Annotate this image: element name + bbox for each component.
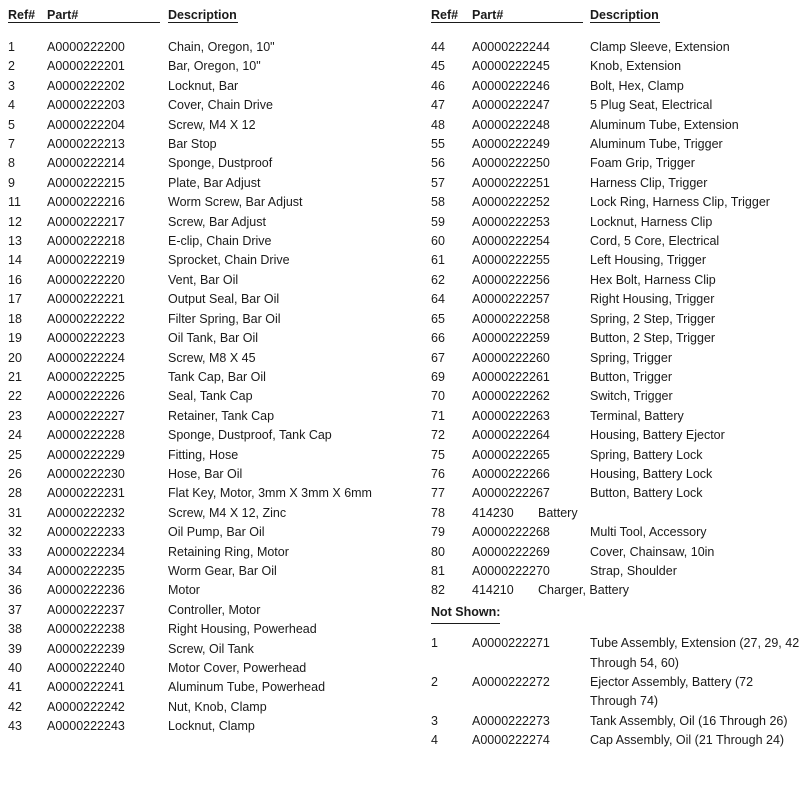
cell-description: Harness Clip, Trigger (590, 175, 708, 190)
table-row (402, 465, 804, 484)
cell-description: Button, 2 Step, Trigger (590, 331, 716, 346)
cell-part-number: A0000222214 (47, 156, 125, 171)
table-row (0, 329, 402, 348)
cell-description: Clamp Sleeve, Extension (590, 40, 730, 54)
table-row (402, 712, 804, 731)
cell-part-number: A0000222263 (472, 408, 550, 423)
cell-part-number: A0000222235 (47, 563, 125, 578)
cell-part-number: A0000222255 (472, 253, 550, 268)
table-row (0, 465, 402, 484)
cell-description: Spring, Battery Lock (590, 447, 703, 462)
cell-description: Button, Battery Lock (590, 486, 703, 501)
cell-ref: 48 (431, 117, 445, 132)
cell-ref: 47 (431, 98, 445, 113)
cell-ref: 19 (8, 331, 22, 346)
cell-description: Switch, Trigger (590, 389, 673, 404)
cell-ref: 59 (431, 214, 445, 229)
table-row (402, 484, 804, 503)
cell-ref: 13 (8, 234, 22, 249)
cell-description: Lock Ring, Harness Clip, Trigger (590, 195, 770, 210)
table-row (402, 57, 804, 76)
cell-description: Retainer, Tank Cap (168, 408, 275, 423)
cell-description: Screw, M4 X 12 (168, 117, 256, 132)
table-row (402, 731, 804, 750)
cell-description: Tube Assembly, Extension (27, 29, 42 Through 54, 60) (590, 636, 800, 670)
cell-description: Multi Tool, Accessory (590, 525, 707, 540)
cell-description: Retaining Ring, Motor (168, 544, 289, 559)
cell-description: Cover, Chain Drive (168, 98, 273, 113)
cell-ref: 12 (8, 214, 22, 229)
cell-part-number: A0000222240 (47, 661, 125, 675)
cell-description: Cord, 5 Core, Electrical (590, 234, 720, 249)
cell-ref: 69 (431, 369, 445, 384)
table-row (0, 232, 402, 251)
cell-ref: 17 (8, 292, 22, 307)
cell-part-number: A0000222258 (472, 311, 550, 326)
table-row (0, 484, 402, 503)
cell-part-number: A0000222271 (472, 636, 550, 651)
cell-part-number: A0000222254 (472, 234, 550, 249)
table-row (0, 387, 402, 406)
cell-description: Charger, Battery (538, 583, 630, 598)
cell-part-number: A0000222246 (472, 78, 550, 93)
cell-description: Cap Assembly, Oil (21 Through 24) (590, 733, 785, 748)
cell-ref: 76 (431, 466, 445, 481)
cell-description: Bar, Oregon, 10" (168, 59, 261, 74)
cell-description: Tank Assembly, Oil (16 Through 26) (590, 713, 788, 728)
cell-ref: 81 (431, 563, 445, 578)
cell-description: Screw, Bar Adjust (168, 214, 266, 229)
cell-description: Screw, M8 X 45 (168, 350, 256, 365)
cell-part-number: A0000222247 (472, 98, 550, 113)
table-row (402, 581, 804, 600)
header-part: Part# (472, 8, 504, 22)
cell-part-number: A0000222266 (472, 466, 550, 481)
table-row (0, 290, 402, 309)
table-row (0, 620, 402, 639)
cell-ref: 18 (8, 311, 22, 326)
cell-part-number: 414230 (472, 505, 514, 520)
cell-part-number: A0000222222 (47, 311, 125, 326)
cell-description: Ejector Assembly, Battery (72 Through 74) (590, 675, 754, 709)
cell-ref: 8 (8, 156, 15, 171)
cell-description: Screw, M4 X 12, Zinc (168, 505, 287, 520)
parts-rows-right (402, 26, 804, 601)
cell-part-number: A0000222269 (472, 544, 550, 559)
table-row (402, 329, 804, 348)
cell-part-number: A0000222216 (47, 195, 125, 210)
cell-description: Motor (168, 583, 200, 598)
cell-part-number: A0000222244 (472, 40, 550, 54)
table-row (0, 504, 402, 523)
parts-column-right (402, 0, 804, 751)
table-row (402, 407, 804, 426)
cell-description: Right Housing, Trigger (590, 292, 715, 307)
cell-ref: 1 (8, 40, 15, 54)
cell-description: Battery (538, 505, 578, 520)
cell-ref: 20 (8, 350, 22, 365)
cell-part-number: A0000222203 (47, 98, 125, 113)
table-row (402, 310, 804, 329)
cell-description: Spring, Trigger (590, 350, 672, 365)
table-row (0, 349, 402, 368)
cell-part-number: A0000222200 (47, 40, 125, 54)
table-row (402, 387, 804, 406)
table-row (402, 116, 804, 135)
table-row (402, 135, 804, 154)
table-row (402, 634, 804, 673)
table-row (402, 426, 804, 445)
table-row (0, 581, 402, 600)
cell-part-number: A0000222250 (472, 156, 550, 171)
cell-description: Locknut, Bar (168, 78, 239, 93)
cell-ref: 14 (8, 253, 22, 268)
cell-part-number: A0000222215 (47, 175, 125, 190)
cell-part-number: A0000222219 (47, 253, 125, 268)
cell-part-number: A0000222259 (472, 331, 550, 346)
cell-part-number: A0000222202 (47, 78, 125, 93)
cell-ref: 36 (8, 583, 22, 598)
cell-description: Aluminum Tube, Powerhead (168, 680, 326, 695)
cell-description: Right Housing, Powerhead (168, 622, 317, 637)
cell-ref: 4 (8, 98, 15, 113)
cell-ref: 9 (8, 175, 15, 190)
table-row (0, 174, 402, 193)
not-shown-rows (402, 634, 804, 750)
cell-part-number: A0000222273 (472, 713, 550, 728)
table-row (0, 678, 402, 697)
table-row (402, 271, 804, 290)
cell-part-number: A0000222248 (472, 117, 550, 132)
cell-description: Knob, Extension (590, 59, 682, 74)
cell-part-number: A0000222241 (47, 680, 125, 695)
table-row (402, 154, 804, 173)
table-row (0, 96, 402, 115)
cell-description: Locknut, Harness Clip (590, 214, 713, 229)
table-row (0, 135, 402, 154)
table-row (402, 38, 804, 57)
cell-ref: 2 (431, 675, 438, 689)
cell-ref: 23 (8, 408, 22, 423)
cell-part-number: A0000222204 (47, 117, 125, 132)
column-header-left (0, 0, 402, 26)
table-row (0, 543, 402, 562)
table-row (402, 193, 804, 212)
cell-part-number: A0000222251 (472, 175, 550, 190)
cell-part-number: A0000222245 (472, 59, 550, 74)
cell-part-number: A0000222237 (47, 602, 125, 617)
not-shown-section (402, 601, 804, 634)
cell-part-number: A0000222217 (47, 214, 125, 229)
cell-description: Tank Cap, Bar Oil (168, 369, 266, 384)
cell-ref: 55 (431, 137, 445, 152)
column-header-right (402, 0, 804, 26)
cell-ref: 40 (8, 661, 22, 675)
table-row (0, 562, 402, 581)
cell-ref: 24 (8, 428, 22, 443)
cell-description: Strap, Shoulder (590, 563, 677, 578)
table-row (0, 57, 402, 76)
cell-ref: 3 (431, 713, 438, 728)
cell-part-number: A0000222218 (47, 234, 125, 249)
table-row (0, 426, 402, 445)
cell-description: Spring, 2 Step, Trigger (590, 311, 716, 326)
cell-ref: 38 (8, 622, 22, 637)
table-row (402, 562, 804, 581)
cell-ref: 71 (431, 408, 445, 423)
cell-description: Fitting, Hose (168, 447, 239, 462)
table-row (0, 154, 402, 173)
cell-ref: 64 (431, 292, 445, 307)
cell-ref: 44 (431, 40, 445, 54)
cell-part-number: A0000222260 (472, 350, 550, 365)
cell-ref: 25 (8, 447, 22, 462)
cell-ref: 34 (8, 563, 22, 578)
table-row (0, 193, 402, 212)
table-row (402, 174, 804, 193)
cell-ref: 42 (8, 699, 22, 714)
cell-description: Sponge, Dustproof (168, 156, 273, 171)
cell-part-number: A0000222268 (472, 525, 550, 540)
cell-description: Seal, Tank Cap (168, 389, 253, 404)
cell-description: Oil Pump, Bar Oil (168, 525, 265, 540)
cell-description: Bar Stop (168, 137, 217, 152)
table-row (0, 310, 402, 329)
cell-part-number: A0000222242 (47, 699, 125, 714)
cell-ref: 37 (8, 602, 22, 617)
cell-description: Terminal, Battery (590, 408, 684, 423)
table-row (0, 271, 402, 290)
cell-ref: 3 (8, 78, 15, 93)
cell-ref: 75 (431, 447, 445, 462)
cell-description: Housing, Battery Lock (590, 466, 713, 481)
cell-ref: 80 (431, 544, 445, 559)
cell-part-number: A0000222223 (47, 331, 125, 346)
cell-description: Worm Gear, Bar Oil (168, 563, 277, 578)
table-row (0, 698, 402, 717)
table-row (402, 290, 804, 309)
table-row (402, 77, 804, 96)
table-row (0, 213, 402, 232)
cell-part-number: A0000222252 (472, 195, 550, 210)
header-part: Part# (47, 8, 79, 22)
cell-part-number: A0000222238 (47, 622, 125, 637)
cell-ref: 66 (431, 331, 445, 346)
cell-description: Aluminum Tube, Trigger (590, 137, 723, 152)
cell-ref: 32 (8, 525, 22, 540)
table-row (0, 407, 402, 426)
cell-ref: 67 (431, 350, 445, 365)
table-row (402, 96, 804, 115)
cell-description: Sprocket, Chain Drive (168, 253, 290, 268)
cell-description: Locknut, Clamp (168, 719, 255, 734)
cell-ref: 43 (8, 719, 22, 734)
table-row (402, 446, 804, 465)
header-ref-part-group (8, 8, 160, 23)
cell-description: Worm Screw, Bar Adjust (168, 195, 303, 210)
cell-ref: 1 (431, 636, 438, 651)
cell-part-number: A0000222225 (47, 369, 125, 384)
cell-part-number: A0000222221 (47, 292, 125, 307)
table-row (0, 368, 402, 387)
header-ref: Ref# (8, 8, 36, 22)
not-shown-heading: Not Shown: (431, 603, 500, 624)
table-row (402, 368, 804, 387)
cell-ref: 28 (8, 486, 22, 501)
cell-ref: 4 (431, 733, 438, 748)
cell-part-number: A0000222239 (47, 641, 125, 656)
cell-ref: 2 (8, 59, 15, 74)
parts-column-left (0, 0, 402, 737)
cell-description: Chain, Oregon, 10" (168, 40, 275, 54)
header-ref-part-group (431, 8, 583, 23)
cell-description: Vent, Bar Oil (168, 272, 239, 287)
cell-part-number: A0000222267 (472, 486, 550, 501)
cell-ref: 70 (431, 389, 445, 404)
cell-part-number: 414210 (472, 583, 514, 598)
cell-part-number: A0000222220 (47, 272, 125, 287)
cell-description: Hose, Bar Oil (168, 466, 243, 481)
cell-part-number: A0000222229 (47, 447, 125, 462)
header-ref: Ref# (431, 8, 459, 22)
cell-ref: 46 (431, 78, 445, 93)
cell-ref: 26 (8, 466, 22, 481)
table-row (0, 523, 402, 542)
cell-part-number: A0000222236 (47, 583, 125, 598)
cell-description: Cover, Chainsaw, 10in (590, 544, 715, 559)
cell-ref: 39 (8, 641, 22, 656)
cell-description: E-clip, Chain Drive (168, 234, 272, 249)
cell-part-number: A0000222265 (472, 447, 550, 462)
cell-description: Motor Cover, Powerhead (168, 661, 307, 675)
cell-part-number: A0000222232 (47, 505, 125, 520)
cell-ref: 11 (8, 195, 21, 210)
cell-part-number: A0000222234 (47, 544, 125, 559)
table-row (402, 543, 804, 562)
cell-part-number: A0000222249 (472, 137, 550, 152)
cell-description: Left Housing, Trigger (590, 253, 707, 268)
cell-part-number: A0000222262 (472, 389, 550, 404)
cell-ref: 56 (431, 156, 445, 171)
cell-part-number: A0000222231 (47, 486, 125, 501)
cell-ref: 78 (431, 505, 445, 520)
cell-ref: 45 (431, 59, 445, 74)
table-row (0, 116, 402, 135)
cell-part-number: A0000222233 (47, 525, 125, 540)
cell-part-number: A0000222253 (472, 214, 550, 229)
cell-ref: 61 (431, 253, 445, 268)
cell-part-number: A0000222257 (472, 292, 550, 307)
cell-ref: 5 (8, 117, 15, 132)
table-row (402, 251, 804, 270)
cell-ref: 62 (431, 272, 445, 287)
cell-part-number: A0000222261 (472, 369, 550, 384)
cell-description: Button, Trigger (590, 369, 672, 384)
cell-ref: 22 (8, 389, 22, 404)
cell-description: Nut, Knob, Clamp (168, 699, 267, 714)
cell-part-number: A0000222274 (472, 733, 550, 748)
cell-description: Foam Grip, Trigger (590, 156, 695, 171)
cell-ref: 57 (431, 175, 445, 190)
cell-part-number: A0000222270 (472, 563, 550, 578)
table-row (0, 251, 402, 270)
cell-part-number: A0000222264 (472, 428, 550, 443)
cell-ref: 60 (431, 234, 445, 249)
table-row (402, 523, 804, 542)
header-description: Description (590, 8, 659, 22)
table-row (0, 640, 402, 659)
table-row (0, 717, 402, 736)
cell-part-number: A0000222272 (472, 675, 550, 689)
cell-description: Plate, Bar Adjust (168, 175, 261, 190)
cell-description: Hex Bolt, Harness Clip (590, 272, 716, 287)
cell-description: Oil Tank, Bar Oil (168, 331, 259, 346)
cell-description: Filter Spring, Bar Oil (168, 311, 281, 326)
cell-description: Controller, Motor (168, 602, 261, 617)
cell-ref: 82 (431, 583, 445, 598)
cell-description: 5 Plug Seat, Electrical (590, 98, 713, 113)
table-row (0, 446, 402, 465)
cell-ref: 77 (431, 486, 445, 501)
table-row (402, 349, 804, 368)
cell-ref: 58 (431, 195, 445, 210)
cell-part-number: A0000222227 (47, 408, 125, 423)
cell-part-number: A0000222201 (47, 59, 125, 74)
table-row (402, 232, 804, 251)
cell-ref: 31 (8, 505, 22, 520)
cell-ref: 79 (431, 525, 445, 540)
cell-ref: 72 (431, 428, 445, 443)
cell-description: Bolt, Hex, Clamp (590, 78, 684, 93)
table-row (0, 77, 402, 96)
cell-part-number: A0000222213 (47, 137, 125, 152)
table-row (0, 601, 402, 620)
cell-description: Aluminum Tube, Extension (590, 117, 739, 132)
table-row (402, 673, 804, 712)
table-row (0, 659, 402, 678)
parts-rows-left (0, 26, 402, 737)
cell-part-number: A0000222228 (47, 428, 125, 443)
header-description: Description (168, 8, 237, 22)
cell-description: Flat Key, Motor, 3mm X 3mm X 6mm (168, 486, 372, 501)
cell-description: Screw, Oil Tank (168, 641, 254, 656)
cell-part-number: A0000222230 (47, 466, 125, 481)
table-row (402, 213, 804, 232)
cell-ref: 41 (8, 680, 22, 695)
cell-ref: 65 (431, 311, 445, 326)
cell-description: Housing, Battery Ejector (590, 428, 725, 443)
cell-part-number: A0000222243 (47, 719, 125, 734)
cell-ref: 33 (8, 544, 22, 559)
cell-part-number: A0000222224 (47, 350, 125, 365)
cell-part-number: A0000222226 (47, 389, 125, 404)
cell-description: Output Seal, Bar Oil (168, 292, 280, 307)
cell-ref: 7 (8, 137, 15, 152)
cell-ref: 16 (8, 272, 22, 287)
cell-part-number: A0000222256 (472, 272, 550, 287)
cell-ref: 21 (8, 369, 22, 384)
cell-description: Sponge, Dustproof, Tank Cap (168, 428, 332, 443)
table-row (0, 38, 402, 57)
table-row (402, 504, 804, 523)
